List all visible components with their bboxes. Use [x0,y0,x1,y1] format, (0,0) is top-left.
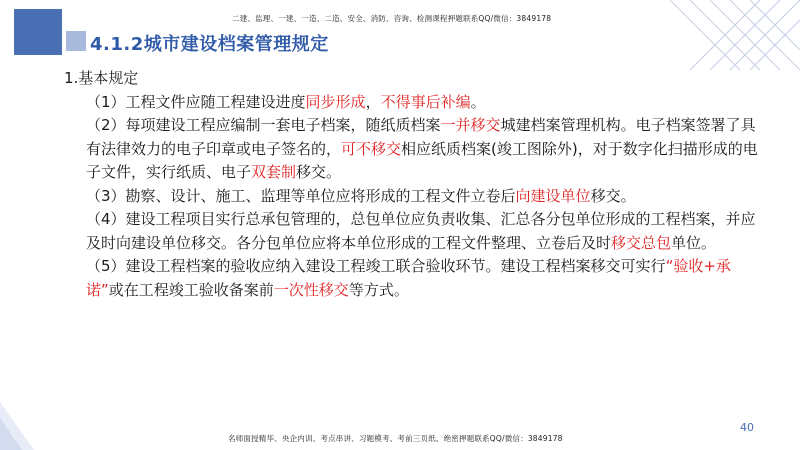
highlight-text: 一次性移交 [273,280,349,299]
paragraph-5: （5）建设工程档案的验收应纳入建设工程竣工联合验收环节。建设工程档案移交可实行“验收+承诺”或在工程竣工验收备案前一次性移交等方式。 [86,257,731,299]
highlight-text: 可不移交 [341,139,402,158]
paragraph-4: （4）建设工程项目实行总承包管理的，总包单位应负责收集、汇总各分包单位形成的工程档案，并应及时向建设单位移交。各分包单位应将本单位形成的工程文件整理、立卷后及时移交总包单位。 [86,210,756,252]
highlight-text: 一并移交 [440,116,501,134]
highlight-text: “验收+承诺” [86,257,731,299]
highlight-text: 不得事后补编 [380,92,471,111]
body-content [64,67,764,302]
section-heading: 1.基本规定 [64,69,139,87]
paragraph-2: （2）每项建设工程应编制一套电子档案，随纸质档案一并移交城建档案管理机构。电子档案签署了具有法律效力的电子印章或电子签名的，可不移交相应纸质档案(竣工图除外)，对于数字化扫描形成的电子文件，实行纸质、电子双套制移交。 [86,116,758,181]
highlight-text: 向建设单位 [515,186,591,205]
corner-line-pattern [650,0,800,70]
footer-contact-note: 名师面授精华、央企内训、考点串讲、习题模考、考前三页纸、绝密押题联系QQ/微信：3849178 [228,434,563,443]
corner-triangle-pattern [0,402,40,450]
header-contact-note: 二建、监理、一建、一造、二造、安全、消防、咨询、检测课程押题联系QQ/微信：3849178 [232,14,552,23]
page-title: 4.1.2城市建设档案管理规定 [90,34,329,55]
highlight-text: 移交总包 [611,233,672,252]
highlight-text: 同步形成 [305,92,366,111]
paragraph-3: （3）勘察、设计、施工、监理等单位应将形成的工程文件立卷后向建设单位移交。 [86,186,636,205]
decorative-square-light [66,31,86,51]
paragraph-1: （1）工程文件应随工程建设进度同步形成，不得事后补编。 [86,92,486,111]
highlight-text: 双套制 [251,163,297,181]
decorative-square-dark [14,9,62,55]
page-number: 40 [740,421,754,434]
